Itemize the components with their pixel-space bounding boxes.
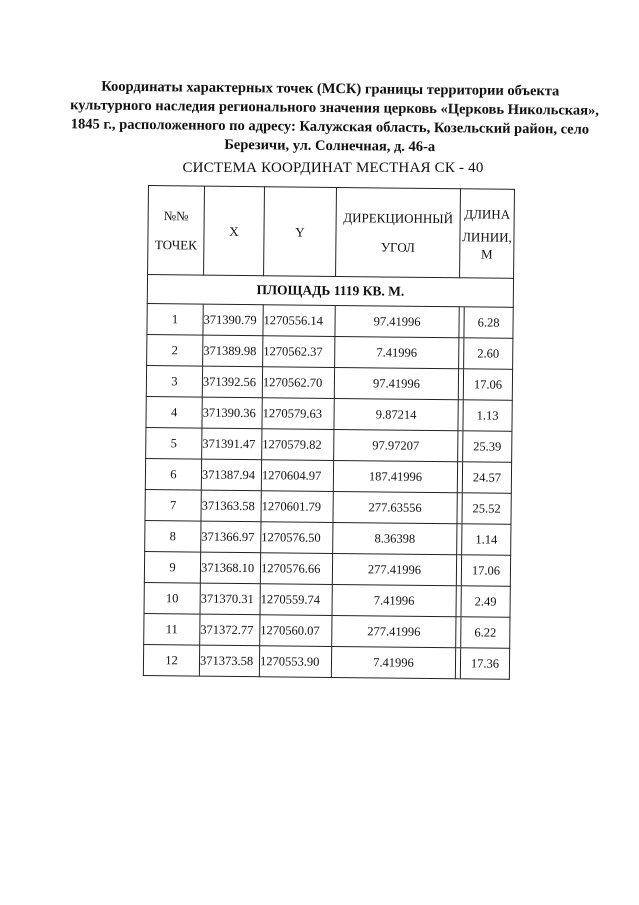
line-length-value: 25.39 (462, 431, 511, 462)
x-coordinate-cell: 371368.10 (200, 552, 260, 584)
line-length-value: 2.49 (461, 586, 510, 617)
coordinate-system-label: СИСТЕМА КООРДИНАТ МЕСТНАЯ СК - 40 (182, 160, 484, 176)
line-length-value: 6.22 (460, 617, 509, 648)
x-coordinate-cell: 371372.77 (200, 614, 260, 646)
direction-angle-cell: 277.41996 (332, 553, 456, 585)
point-number-cell: 5 (146, 427, 202, 459)
table-row (145, 458, 511, 493)
header-length-line2: ЛИНИИ, (462, 228, 512, 245)
table-row (146, 396, 512, 431)
table-row (145, 489, 511, 524)
point-number-cell: 11 (144, 613, 200, 645)
header-length-line3: М (480, 245, 493, 262)
table-row (146, 365, 512, 400)
point-number-cell: 7 (145, 489, 201, 521)
header-x: X (204, 186, 265, 276)
heading-line-2: культурного наследия регионального значения церковь «Церковь Никольская», (70, 97, 600, 119)
coordinates-table (143, 185, 515, 680)
x-coordinate-cell: 371387.94 (201, 459, 261, 491)
line-length-value: 17.06 (461, 555, 510, 586)
header-angle-line1: ДИРЕКЦИОННЫЙ (343, 210, 454, 227)
line-length-value: 6.28 (463, 307, 512, 338)
direction-angle-cell: 8.36398 (333, 522, 457, 554)
table-row (143, 644, 509, 679)
x-coordinate-cell: 371363.58 (201, 490, 261, 522)
point-number-cell: 10 (144, 582, 200, 614)
line-length-value: 2.60 (463, 338, 512, 369)
table-header-row (148, 186, 515, 279)
header-point-line2: ТОЧЕК (154, 237, 197, 253)
x-coordinate-cell: 371390.79 (203, 304, 263, 336)
point-number-cell: 4 (146, 396, 202, 428)
line-length-value: 1.13 (462, 400, 511, 431)
x-coordinate-cell: 371366.97 (201, 521, 261, 553)
area-label: ПЛОЩАДЬ 1119 КВ. М. (147, 275, 513, 308)
direction-angle-cell: 7.41996 (332, 584, 456, 616)
direction-angle-cell: 97.41996 (334, 367, 458, 399)
direction-angle-cell: 277.63556 (333, 491, 457, 523)
y-coordinate-cell: 1270604.97 (261, 460, 333, 492)
header-direction-angle (336, 187, 461, 277)
table-row (144, 551, 510, 586)
header-y: Y (264, 187, 337, 277)
direction-angle-cell: 97.97207 (334, 429, 458, 461)
x-coordinate-cell: 371390.36 (202, 397, 262, 429)
direction-angle-cell: 7.41996 (331, 646, 455, 678)
document-heading (70, 77, 600, 158)
line-length-cell (457, 493, 511, 525)
y-coordinate-cell: 1270560.07 (260, 615, 332, 647)
y-coordinate-cell: 1270576.66 (260, 553, 332, 585)
point-number-cell: 9 (144, 551, 200, 583)
y-coordinate-cell: 1270601.79 (261, 491, 333, 523)
point-number-cell: 6 (145, 458, 201, 490)
y-coordinate-cell: 1270559.74 (260, 584, 332, 616)
y-coordinate-cell: 1270579.82 (262, 429, 334, 461)
table-row (145, 520, 511, 555)
heading-line-1: Координаты характерных точек (МСК) границы территории объекта (101, 78, 560, 100)
line-length-cell (457, 462, 511, 494)
heading-line-4: Березичи, ул. Солнечная, д. 46-а (224, 136, 436, 156)
table-row (144, 613, 510, 648)
point-number-cell: 8 (145, 520, 201, 552)
line-length-value: 25.52 (461, 493, 510, 524)
point-number-cell: 12 (143, 644, 199, 676)
direction-angle-cell: 7.41996 (335, 336, 459, 368)
direction-angle-cell: 9.87214 (334, 398, 458, 430)
line-length-value: 24.57 (462, 462, 511, 493)
line-length-value: 1.14 (461, 524, 510, 555)
y-coordinate-cell: 1270579.63 (262, 398, 334, 430)
y-coordinate-cell: 1270562.37 (263, 336, 335, 368)
line-length-value: 17.06 (463, 369, 512, 400)
x-coordinate-cell: 371391.47 (202, 428, 262, 460)
line-length-cell (458, 431, 512, 463)
point-number-cell: 3 (146, 365, 202, 397)
header-point-number (148, 186, 205, 276)
table-row (147, 303, 513, 338)
line-length-cell (458, 369, 512, 401)
point-number-cell: 2 (147, 334, 203, 366)
x-coordinate-cell: 371370.31 (200, 583, 260, 615)
direction-angle-cell: 97.41996 (335, 305, 459, 337)
direction-angle-cell: 187.41996 (333, 460, 457, 492)
y-coordinate-cell: 1270553.90 (259, 646, 331, 678)
point-number-cell: 1 (147, 303, 203, 335)
y-coordinate-cell: 1270556.14 (263, 305, 335, 337)
header-point-line1: №№ (163, 208, 189, 224)
line-length-cell (457, 524, 511, 556)
area-row (147, 275, 513, 308)
y-coordinate-cell: 1270562.70 (262, 367, 334, 399)
heading-line-3: 1845 г., расположенного по адресу: Калужская область, Козельский район, село (70, 116, 590, 138)
table-row (146, 427, 512, 462)
line-length-cell (456, 586, 510, 618)
direction-angle-cell: 277.41996 (332, 615, 456, 647)
table-row (147, 334, 513, 369)
line-length-cell (456, 617, 510, 649)
header-length-line1: ДЛИНА (464, 205, 511, 222)
line-length-cell (456, 555, 510, 587)
x-coordinate-cell: 371389.98 (203, 335, 263, 367)
x-coordinate-cell: 371392.56 (202, 366, 262, 398)
line-length-value: 17.36 (460, 648, 509, 679)
header-angle-line2: УГОЛ (380, 239, 415, 255)
header-line-length (460, 189, 515, 279)
line-length-cell (458, 400, 512, 432)
y-coordinate-cell: 1270576.50 (261, 522, 333, 554)
line-length-cell (455, 648, 509, 680)
table-row (144, 582, 510, 617)
line-length-cell (459, 307, 513, 339)
line-length-cell (459, 338, 513, 370)
x-coordinate-cell: 371373.58 (199, 645, 259, 677)
